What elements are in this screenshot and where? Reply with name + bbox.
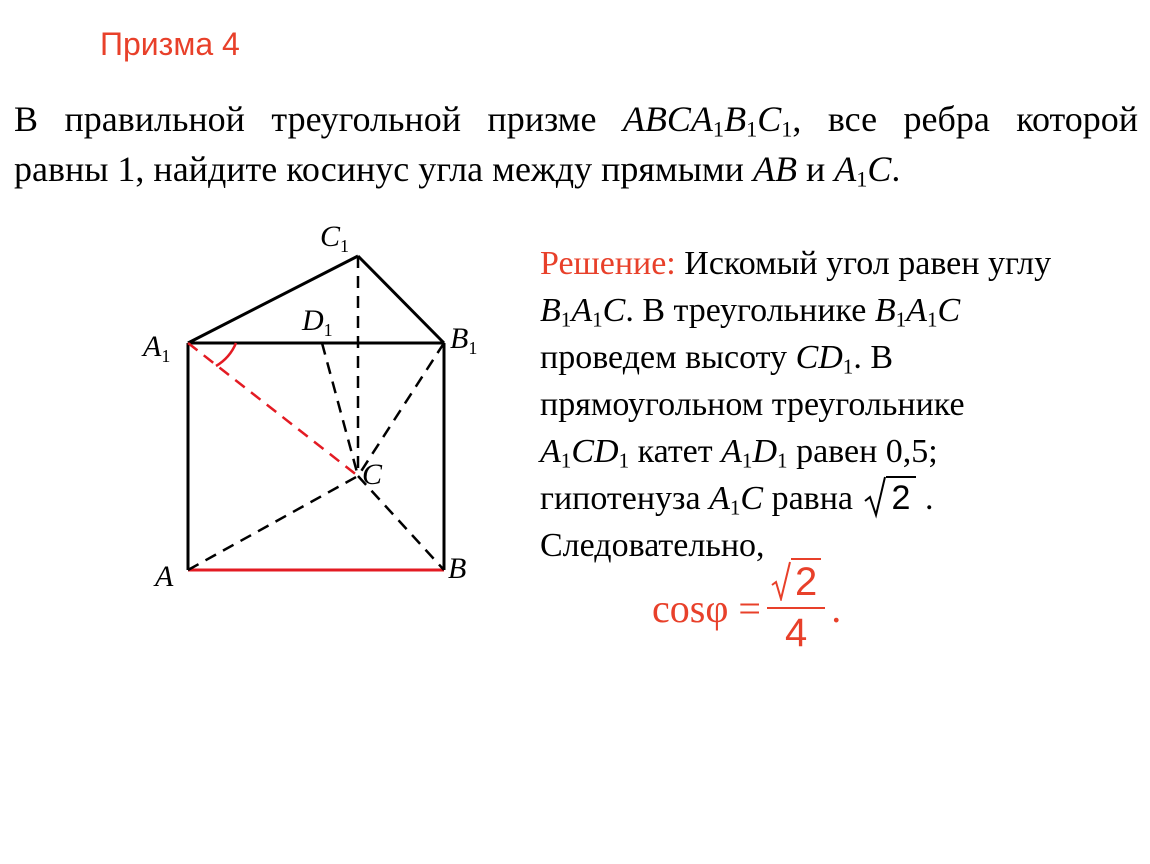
radical-icon: [771, 561, 791, 601]
segment-b1c: [358, 343, 444, 476]
prism-name: $ABCA_1B_1C_1$: [622, 99, 793, 142]
solution-text-part: равен 0,5; гипотенуза: [540, 433, 938, 517]
answer-denominator: 4: [784, 611, 808, 655]
solution-text-part: проведем высоту: [540, 339, 796, 376]
edge-c1b1: [358, 256, 444, 343]
prism-diagram: [140, 212, 500, 592]
solution-text-part: катет: [629, 433, 722, 470]
segment-a1c: [188, 343, 358, 476]
angle-arc: [216, 343, 236, 366]
problem-text: , все ребра которой: [792, 99, 1138, 139]
solution-text-part: . Следовательно,: [540, 480, 934, 564]
solution-text-part: . В прямоугольном треугольнике: [540, 339, 965, 423]
line-a1c: $A_1C$: [834, 149, 892, 192]
problem-line-2: [14, 144, 1138, 194]
problem-text: и: [796, 149, 835, 189]
solution-label: Решение:: [540, 245, 676, 282]
triangle-b1a1c: $B_1A_1C$: [874, 292, 961, 332]
solution-text-part: . В треугольнике: [625, 292, 875, 329]
answer-formula: [652, 560, 841, 656]
leg-a1d1: $A_1D_1$: [721, 433, 788, 473]
angle-b1a1c: $B_1A_1C$: [540, 292, 626, 332]
problem-text: равны 1, найдите косинус угла между прямыми: [14, 149, 753, 189]
label-a1: $A_1$: [143, 330, 171, 366]
problem-statement: [14, 94, 1138, 194]
label-c: C: [362, 458, 383, 491]
sqrt-value: 2: [886, 476, 917, 518]
slide-title: Призма 4: [100, 26, 240, 62]
prism-figure: [140, 212, 500, 597]
solution-text: [540, 240, 1060, 569]
segment-d1c: [322, 343, 358, 476]
sqrt-expression: [864, 475, 917, 522]
line-ab: AB: [752, 149, 797, 189]
problem-line-1: [14, 94, 1138, 144]
label-b: B: [448, 552, 467, 585]
label-d1: $D_1$: [302, 304, 333, 340]
radical-icon: [864, 475, 886, 519]
answer-numerator: 2: [767, 560, 825, 609]
triangle-a1cd1: $A_1CD_1$: [540, 433, 630, 473]
problem-text: В правильной треугольной призме: [14, 99, 623, 139]
hypotenuse-a1c: $A_1C$: [709, 480, 764, 520]
label-b1: $B_1$: [450, 322, 478, 358]
answer-end: .: [831, 585, 842, 631]
solution-text-part: равна: [763, 480, 862, 517]
answer-lhs: cosφ =: [652, 585, 761, 631]
answer-fraction: [767, 560, 825, 656]
label-a: A: [155, 560, 174, 592]
solution-text-part: Искомый угол равен углу: [675, 245, 1052, 282]
edge-ac: [188, 476, 358, 570]
label-c1: $C_1$: [320, 220, 350, 256]
height-cd1: $CD_1$: [795, 339, 854, 379]
problem-text: .: [891, 149, 901, 189]
